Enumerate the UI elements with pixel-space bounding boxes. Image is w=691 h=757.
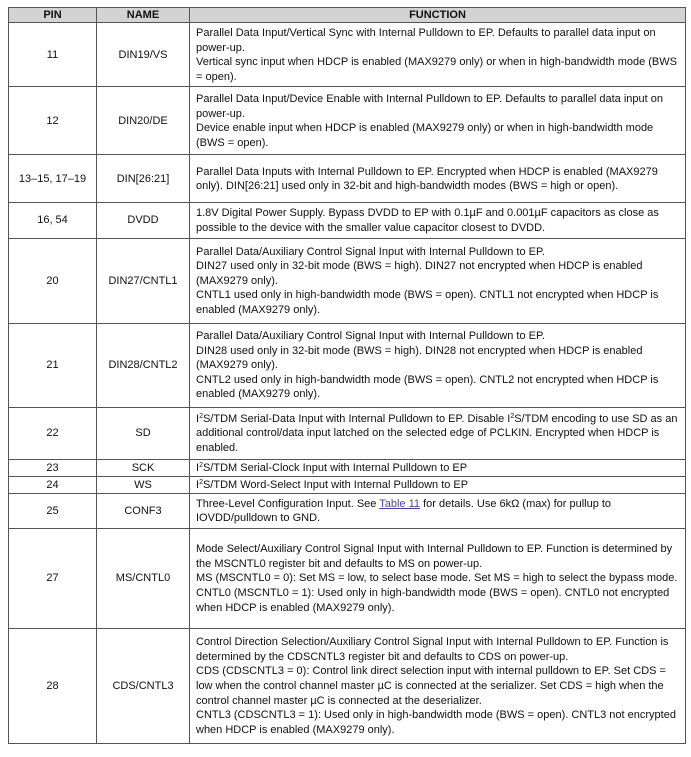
pin-name: SCK — [97, 459, 190, 476]
pin-name: DIN27/CNTL1 — [97, 238, 190, 323]
table-row — [9, 476, 686, 493]
pin-name: CONF3 — [97, 493, 190, 528]
function-line: DIN28 used only in 32-bit mode (BWS = high). DIN28 not encrypted when HDCP is enabled (MAX9279 only). — [196, 344, 643, 372]
pin-function — [190, 628, 686, 743]
function-line: DIN27 used only in 32-bit mode (BWS = high). DIN27 not encrypted when HDCP is enabled (MAX9279 only). — [196, 260, 643, 287]
header-function: FUNCTION — [190, 8, 686, 23]
function-line: Parallel Data Input/Vertical Sync with Internal Pulldown to EP. Defaults to parallel data input on power-up. — [196, 27, 656, 54]
function-line: Vertical sync input when HDCP is enabled (MAX9279 only) or when in high-bandwidth mode (BWS = open). — [196, 56, 677, 83]
function-line: Parallel Data Input/Device Enable with Internal Pulldown to EP. Defaults to parallel data input on power-up. — [196, 93, 663, 120]
function-line: Parallel Data/Auxiliary Control Signal Input with Internal Pulldown to EP. — [196, 330, 545, 343]
table-row — [9, 238, 686, 323]
pin-number: 13–15, 17–19 — [9, 155, 97, 203]
pin-name: DVDD — [97, 203, 190, 238]
table-row — [9, 493, 686, 528]
function-line: MS (MSCNTL0 = 0): Set MS = low, to select base mode. Set MS = high to select the bypass mode. — [196, 572, 678, 585]
function-line: CNTL2 used only in high-bandwidth mode (BWS = open). CNTL2 not encrypted when HDCP is enabled (MAX9279 only). — [196, 373, 659, 401]
pin-name: SD — [97, 407, 190, 459]
pin-name: DIN20/DE — [97, 87, 190, 155]
pin-function — [190, 23, 686, 87]
pin-name: DIN19/VS — [97, 23, 190, 87]
pin-function — [190, 528, 686, 628]
function-line: CNTL3 (CDSCNTL3 = 1): Used only in high-bandwidth mode (BWS = open). CNTL3 not encrypted when HDCP is enabled (MAX9279 only). — [196, 709, 676, 736]
pin-function: Three-Level Configuration Input. See Table 11 for details. Use 6kΩ (max) for pullup to IOVDD/pulldown to GND. — [190, 493, 686, 528]
pin-function — [190, 238, 686, 323]
pin-function: $I^2S$/TDM Serial-Clock Input with Internal Pulldown to EP — [190, 459, 686, 476]
pin-function: $I^2S$/TDM Serial-Data Input with Internal Pulldown to EP. Disable $I^2S$/TDM encoding to use SD as an additional control/data input latched on the selected edge of PCLKIN. Encrypted when HDCP is enabled. — [190, 407, 686, 459]
table-row — [9, 155, 686, 203]
table-row — [9, 407, 686, 459]
function-line: Device enable input when HDCP is enabled (MAX9279 only) or when in high-bandwidth mode (BWS = open). — [196, 122, 654, 149]
table-header-row — [9, 8, 686, 23]
pin-name: DIN28/CNTL2 — [97, 323, 190, 407]
pin-function: $I^2S$/TDM Word-Select Input with Internal Pulldown to EP — [190, 476, 686, 493]
function-line: Control Direction Selection/Auxiliary Control Signal Input with Internal Pulldown to EP. Function is determined by the CDSCNTL3 register bit and defaults to CDS on power-up. — [196, 636, 669, 663]
pin-name: CDS/CNTL3 — [97, 628, 190, 743]
pin-function — [190, 203, 686, 238]
pin-number: 12 — [9, 87, 97, 155]
table-row — [9, 87, 686, 155]
pin-number: 20 — [9, 238, 97, 323]
table-row — [9, 628, 686, 743]
function-line: Parallel Data/Auxiliary Control Signal Input with Internal Pulldown to EP. — [196, 245, 545, 258]
pin-number: 24 — [9, 476, 97, 493]
pin-name: MS/CNTL0 — [97, 528, 190, 628]
pin-name: WS — [97, 476, 190, 493]
pin-number: 16, 54 — [9, 203, 97, 238]
function-line: Mode Select/Auxiliary Control Signal Input with Internal Pulldown to EP. Function is determined by the MSCNTL0 register bit and defaults to MS on power-up. — [196, 543, 673, 570]
pin-number: 27 — [9, 528, 97, 628]
pin-function — [190, 155, 686, 203]
pin-number: 25 — [9, 493, 97, 528]
function-line: CNTL0 (MSCNTL0 = 1): Used only in high-bandwidth mode (BWS = open). CNTL0 not encrypted when HDCP is enabled (MAX9279 only). — [196, 587, 670, 614]
function-line: 1.8V Digital Power Supply. Bypass DVDD to EP with 0.1µF and 0.001µF capacitors as close as possible to the device with the smaller value capacitor closest to DVDD. — [196, 207, 659, 234]
table-11-link[interactable]: Table 11 — [379, 497, 421, 510]
pin-number: 11 — [9, 23, 97, 87]
table-row — [9, 323, 686, 407]
pin-number: 22 — [9, 407, 97, 459]
table-row — [9, 23, 686, 87]
table-row — [9, 459, 686, 476]
table-row — [9, 528, 686, 628]
header-name: NAME — [97, 8, 190, 23]
function-line: Parallel Data Inputs with Internal Pulldown to EP. Encrypted when HDCP is enabled (MAX9279 only). DIN[26:21] used only in 32-bit and high-bandwidth modes (BWS = high or open). — [196, 165, 658, 193]
pin-description-table — [8, 7, 686, 744]
pin-number: 23 — [9, 459, 97, 476]
header-pin: PIN — [9, 8, 97, 23]
pin-name: DIN[26:21] — [97, 155, 190, 203]
pin-function — [190, 323, 686, 407]
table-row — [9, 203, 686, 238]
pin-number: 28 — [9, 628, 97, 743]
function-line: CNTL1 used only in high-bandwidth mode (BWS = open). CNTL1 not encrypted when HDCP is enabled (MAX9279 only). — [196, 289, 659, 316]
pin-number: 21 — [9, 323, 97, 407]
pin-function — [190, 87, 686, 155]
function-line: CDS (CDSCNTL3 = 0): Control link direct selection input with internal pulldown to EP. Set CDS = low when the control channel master µC is connected at the serializer. Set CDS = high when the control channel master µC is connected at the deserializer. — [196, 665, 666, 707]
